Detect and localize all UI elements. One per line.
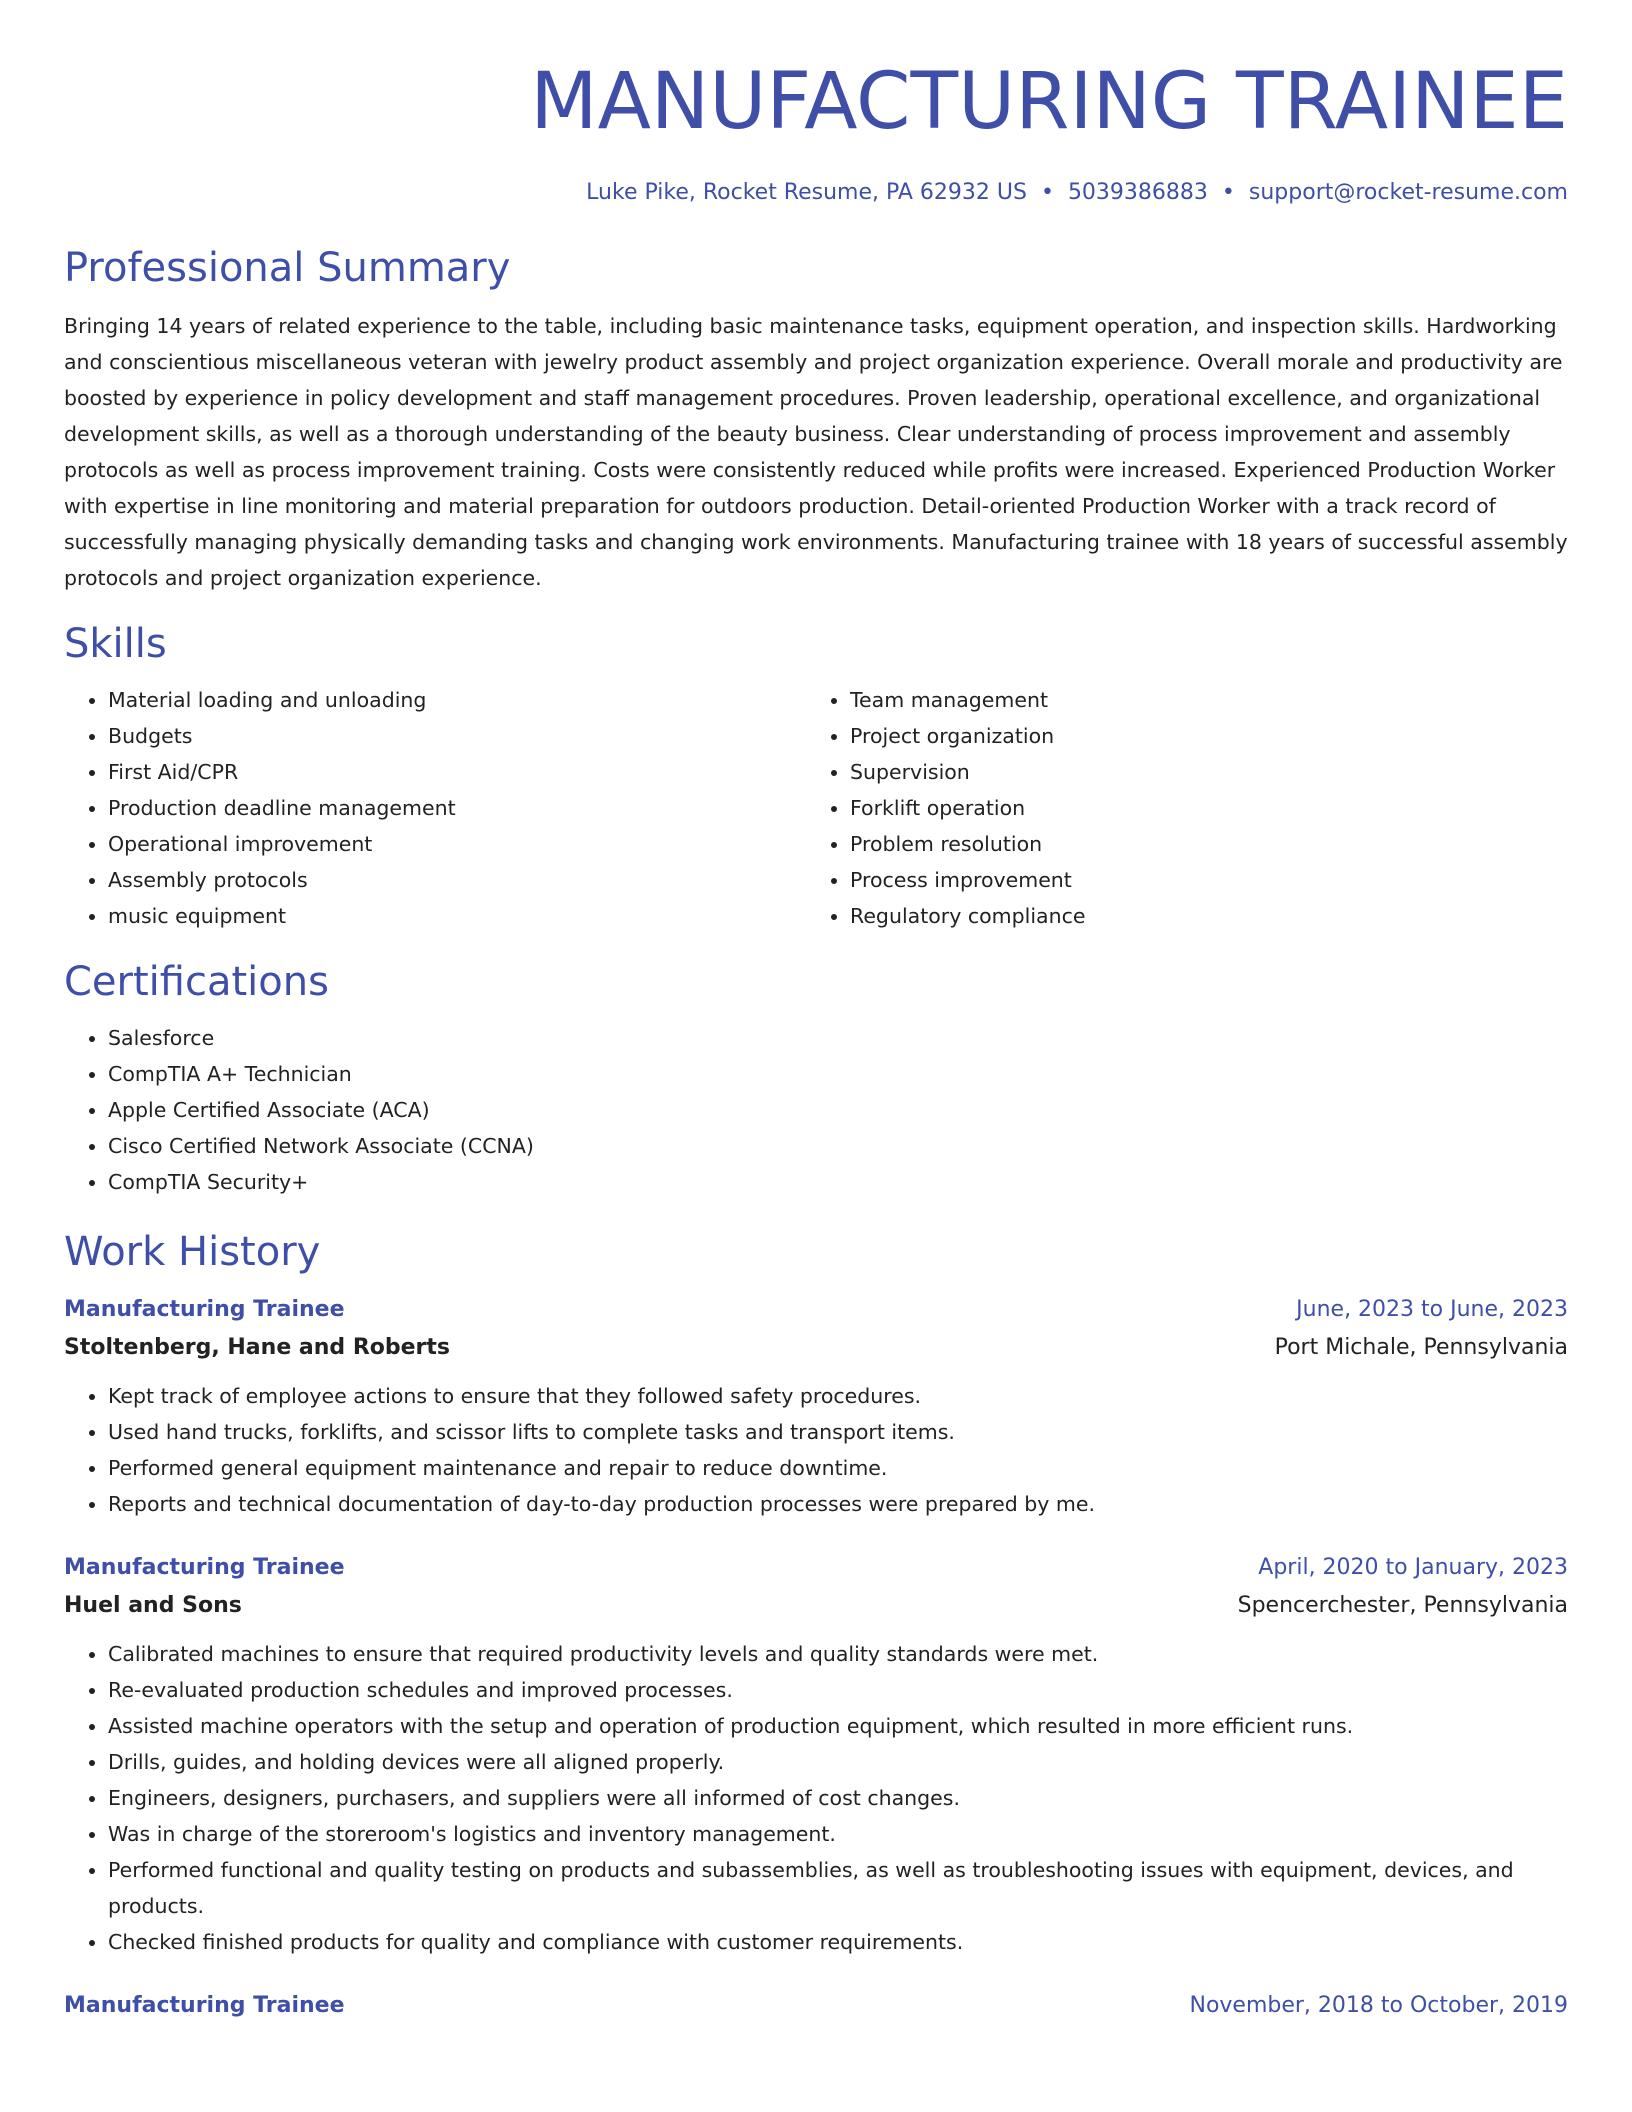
certifications-section: [64, 956, 1568, 1200]
job-company: Huel and Sons: [64, 1593, 242, 1618]
skill-item: • Assembly protocols: [108, 862, 806, 898]
job-company-row: [64, 1586, 1568, 1626]
contact-separator: •: [1221, 180, 1235, 205]
skills-section: [64, 618, 1568, 934]
skill-item: • music equipment: [108, 898, 806, 934]
skill-item: • Problem resolution: [850, 826, 1548, 862]
job-duty-item: • Assisted machine operators with the setup and operation of production equipment, which resulted in more efficient runs.: [108, 1708, 1568, 1744]
skill-item: • Process improvement: [850, 862, 1548, 898]
job-duty-item: • Performed general equipment maintenance and repair to reduce downtime.: [108, 1450, 1568, 1486]
job-duty-item: • Engineers, designers, purchasers, and suppliers were all informed of cost changes.: [108, 1780, 1568, 1816]
skill-item: • Forklift operation: [850, 790, 1548, 826]
job-entry: [64, 1988, 1568, 2024]
job-company-row: [64, 1328, 1568, 1368]
skill-item: • First Aid/CPR: [108, 754, 806, 790]
skill-item: • Regulatory compliance: [850, 898, 1548, 934]
job-duties-list: [64, 1378, 1568, 1522]
skill-item: • Budgets: [108, 718, 806, 754]
job-dates: June, 2023 to June, 2023: [1296, 1297, 1568, 1322]
job-entry: [64, 1292, 1568, 1522]
job-duty-item: • Performed functional and quality testing on products and subassemblies, as well as troubleshooting issues with equipment, devices, and products.: [108, 1852, 1568, 1924]
summary-text: Bringing 14 years of related experience to the table, including basic maintenance tasks, equipment operation, and inspection skills. Hardworking and conscientious miscellaneous veteran with jewelry product assembly and project organization experience. Overall morale and productivity are boosted by experience in policy development and staff management procedures. Proven leadership, operational excellence, and organizational development skills, as well as a thorough understanding of the beauty business. Clear understanding of process improvement and assembly protocols as well as process improvement training. Costs were consistently reduced while profits were increased. Experienced Production Worker with expertise in line monitoring and material preparation for outdoors production. Detail-oriented Production Worker with a track record of successfully managing physically demanding tasks and changing work environments. Manufacturing trainee with 18 years of successful assembly protocols and project organization experience.: [64, 314, 1568, 590]
job-duty-item: • Checked finished products for quality and compliance with customer requirements.: [108, 1924, 1568, 1960]
skill-item: • Project organization: [850, 718, 1548, 754]
job-title: Manufacturing Trainee: [64, 1555, 345, 1580]
resume-page: [64, 0, 1568, 2024]
job-dates: April, 2020 to January, 2023: [1258, 1555, 1568, 1580]
skill-item: • Supervision: [850, 754, 1548, 790]
job-title: Manufacturing Trainee: [64, 1297, 345, 1322]
contact-phone: 5039386883: [1067, 180, 1208, 205]
contact-separator: •: [1040, 180, 1054, 205]
job-header-row: [64, 1550, 1568, 1586]
certification-item: • CompTIA Security+: [108, 1164, 1568, 1200]
work-history-section: [64, 1226, 1568, 2024]
contact-line: [64, 178, 1568, 208]
job-location: Spencerchester, Pennsylvania: [1237, 1593, 1568, 1618]
skills-column-right: [806, 682, 1548, 934]
certification-item: • Salesforce: [108, 1020, 1568, 1056]
skill-item: • Material loading and unloading: [108, 682, 806, 718]
job-duty-item: • Re-evaluated production schedules and improved processes.: [108, 1672, 1568, 1708]
certification-item: • Apple Certified Associate (ACA): [108, 1092, 1568, 1128]
job-duty-item: • Used hand trucks, forklifts, and scissor lifts to complete tasks and transport items.: [108, 1414, 1568, 1450]
certification-item: • CompTIA A+ Technician: [108, 1056, 1568, 1092]
resume-title: MANUFACTURING TRAINEE: [530, 57, 1568, 147]
skill-item: • Production deadline management: [108, 790, 806, 826]
job-duty-item: • Drills, guides, and holding devices were all aligned properly.: [108, 1744, 1568, 1780]
summary-heading: Professional Summary: [64, 245, 511, 291]
skills-column-left: [64, 682, 806, 934]
job-title: Manufacturing Trainee: [64, 1993, 345, 2018]
skills-heading: Skills: [64, 621, 167, 667]
job-company: Stoltenberg, Hane and Roberts: [64, 1335, 450, 1360]
work-history-heading: Work History: [64, 1229, 321, 1275]
skills-grid: [64, 682, 1568, 934]
job-dates: November, 2018 to October, 2019: [1189, 1993, 1568, 2018]
skills-list-left: [64, 682, 806, 934]
contact-email: support@rocket-resume.com: [1248, 180, 1568, 205]
certification-item: • Cisco Certified Network Associate (CCNA): [108, 1128, 1568, 1164]
job-duties-list: [64, 1636, 1568, 1960]
job-header-row: [64, 1292, 1568, 1328]
job-entry: [64, 1550, 1568, 1960]
job-duty-item: • Was in charge of the storeroom's logistics and inventory management.: [108, 1816, 1568, 1852]
skill-item: • Operational improvement: [108, 826, 806, 862]
skill-item: • Team management: [850, 682, 1548, 718]
job-location: Port Michale, Pennsylvania: [1274, 1335, 1568, 1360]
job-duty-item: • Calibrated machines to ensure that required productivity levels and quality standards were met.: [108, 1636, 1568, 1672]
job-duty-item: • Kept track of employee actions to ensure that they followed safety procedures.: [108, 1378, 1568, 1414]
job-header-row: [64, 1988, 1568, 2024]
contact-address: Luke Pike, Rocket Resume, PA 62932 US: [586, 180, 1027, 205]
skills-list-right: [806, 682, 1548, 934]
job-duty-item: • Reports and technical documentation of day-to-day production processes were prepared by me.: [108, 1486, 1568, 1522]
certifications-list: [64, 1020, 1568, 1200]
certifications-heading: Certifications: [64, 959, 329, 1005]
summary-section: [64, 242, 1568, 596]
